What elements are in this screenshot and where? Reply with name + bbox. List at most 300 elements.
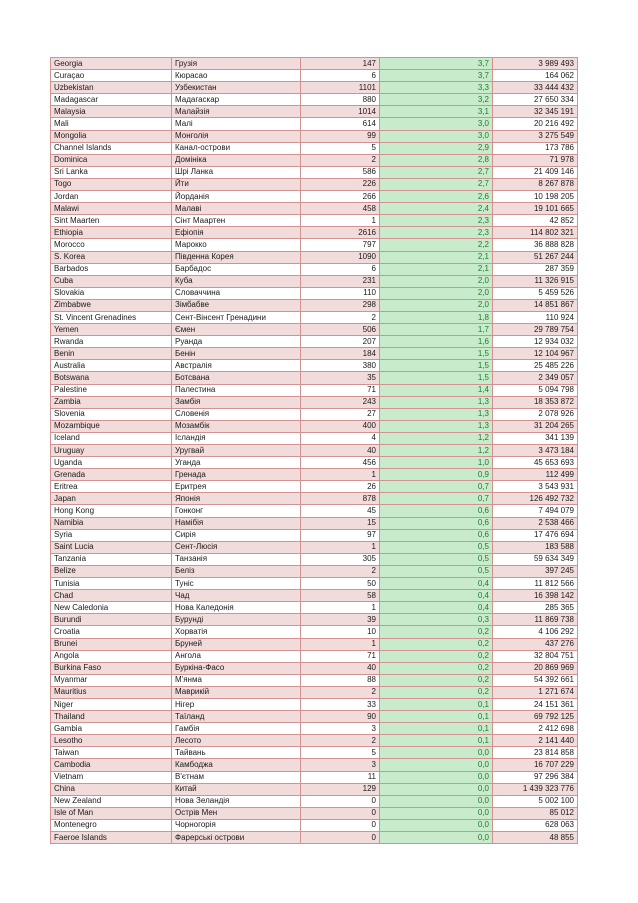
- count-cell: 0: [301, 796, 380, 808]
- count-cell: 0: [301, 808, 380, 820]
- count-cell: 2: [301, 155, 380, 167]
- country-name-uk-cell: Палестина: [172, 385, 301, 397]
- table-row: [51, 723, 578, 735]
- count-cell: 614: [301, 118, 380, 130]
- population-cell: 173 786: [493, 143, 578, 155]
- count-cell: 58: [301, 590, 380, 602]
- population-cell: 21 409 146: [493, 167, 578, 179]
- country-name-en-cell: Australia: [51, 360, 172, 372]
- table-row: [51, 820, 578, 832]
- country-name-en-cell: Malawi: [51, 203, 172, 215]
- population-cell: 126 492 732: [493, 493, 578, 505]
- country-name-uk-cell: Словаччина: [172, 288, 301, 300]
- growth-rate-cell: 2,6: [380, 191, 493, 203]
- country-name-en-cell: Palestine: [51, 385, 172, 397]
- growth-rate-cell: 1,6: [380, 336, 493, 348]
- population-cell: 27 650 334: [493, 94, 578, 106]
- country-name-en-cell: S. Korea: [51, 252, 172, 264]
- country-name-en-cell: Slovenia: [51, 409, 172, 421]
- population-cell: 2 349 057: [493, 372, 578, 384]
- count-cell: 456: [301, 457, 380, 469]
- count-cell: 400: [301, 421, 380, 433]
- country-name-en-cell: Gambia: [51, 723, 172, 735]
- country-name-en-cell: Montenegro: [51, 820, 172, 832]
- population-cell: 2 538 466: [493, 518, 578, 530]
- population-cell: 8 267 878: [493, 179, 578, 191]
- country-name-uk-cell: Грузія: [172, 58, 301, 70]
- country-name-en-cell: Jordan: [51, 191, 172, 203]
- table-row: [51, 118, 578, 130]
- country-name-uk-cell: Хорватія: [172, 626, 301, 638]
- country-name-uk-cell: Малайзія: [172, 106, 301, 118]
- country-name-en-cell: St. Vincent Grenadines: [51, 312, 172, 324]
- country-name-uk-cell: Сент-Люсія: [172, 542, 301, 554]
- population-cell: 3 473 184: [493, 445, 578, 457]
- growth-rate-cell: 0,0: [380, 747, 493, 759]
- country-name-en-cell: Grenada: [51, 469, 172, 481]
- count-cell: 1: [301, 639, 380, 651]
- country-name-en-cell: Malaysia: [51, 106, 172, 118]
- population-cell: 3 989 493: [493, 58, 578, 70]
- growth-rate-cell: 0,1: [380, 699, 493, 711]
- growth-rate-cell: 0,2: [380, 687, 493, 699]
- country-name-en-cell: Mongolia: [51, 131, 172, 143]
- table-row: [51, 421, 578, 433]
- count-cell: 2616: [301, 227, 380, 239]
- growth-rate-cell: 1,3: [380, 397, 493, 409]
- count-cell: 207: [301, 336, 380, 348]
- growth-rate-cell: 2,0: [380, 276, 493, 288]
- growth-rate-cell: 3,7: [380, 58, 493, 70]
- population-cell: 114 802 321: [493, 227, 578, 239]
- table-row: [51, 106, 578, 118]
- population-cell: 2 141 440: [493, 735, 578, 747]
- country-name-en-cell: Barbados: [51, 264, 172, 276]
- table-row: [51, 264, 578, 276]
- population-cell: 32 345 191: [493, 106, 578, 118]
- country-name-en-cell: Saint Lucia: [51, 542, 172, 554]
- count-cell: 305: [301, 554, 380, 566]
- table-row: [51, 590, 578, 602]
- population-cell: 71 978: [493, 155, 578, 167]
- count-cell: 380: [301, 360, 380, 372]
- table-row: [51, 167, 578, 179]
- growth-rate-cell: 0,6: [380, 518, 493, 530]
- count-cell: 15: [301, 518, 380, 530]
- count-cell: 2: [301, 735, 380, 747]
- table-row: [51, 687, 578, 699]
- population-cell: 12 934 032: [493, 336, 578, 348]
- country-name-uk-cell: Малаві: [172, 203, 301, 215]
- country-name-en-cell: Slovakia: [51, 288, 172, 300]
- table-row: [51, 602, 578, 614]
- country-name-en-cell: Faeroe Islands: [51, 832, 172, 844]
- country-name-en-cell: Isle of Man: [51, 808, 172, 820]
- table-row: [51, 191, 578, 203]
- country-name-uk-cell: Бенін: [172, 348, 301, 360]
- count-cell: 147: [301, 58, 380, 70]
- table-row: [51, 385, 578, 397]
- table-row: [51, 360, 578, 372]
- table-row: [51, 493, 578, 505]
- count-cell: 11: [301, 772, 380, 784]
- population-cell: 1 439 323 776: [493, 784, 578, 796]
- country-name-en-cell: Zambia: [51, 397, 172, 409]
- country-name-uk-cell: Шрі Ланка: [172, 167, 301, 179]
- growth-rate-cell: 2,7: [380, 167, 493, 179]
- count-cell: 1101: [301, 82, 380, 94]
- population-cell: 20 869 969: [493, 663, 578, 675]
- country-name-en-cell: Iceland: [51, 433, 172, 445]
- growth-rate-cell: 1,0: [380, 457, 493, 469]
- growth-rate-cell: 0,7: [380, 481, 493, 493]
- country-name-en-cell: Sri Lanka: [51, 167, 172, 179]
- growth-rate-cell: 1,8: [380, 312, 493, 324]
- table-row: [51, 784, 578, 796]
- country-name-uk-cell: Тайвань: [172, 747, 301, 759]
- growth-rate-cell: 0,0: [380, 772, 493, 784]
- count-cell: 110: [301, 288, 380, 300]
- population-cell: 20 216 492: [493, 118, 578, 130]
- country-name-en-cell: Botswana: [51, 372, 172, 384]
- country-name-uk-cell: Нігер: [172, 699, 301, 711]
- country-name-en-cell: Croatia: [51, 626, 172, 638]
- country-name-uk-cell: Йти: [172, 179, 301, 191]
- population-cell: 18 353 872: [493, 397, 578, 409]
- population-cell: 4 106 292: [493, 626, 578, 638]
- table-row: [51, 179, 578, 191]
- growth-rate-cell: 2,9: [380, 143, 493, 155]
- table-row: [51, 735, 578, 747]
- table-row: [51, 481, 578, 493]
- count-cell: 97: [301, 530, 380, 542]
- count-cell: 1: [301, 469, 380, 481]
- table-row: [51, 70, 578, 82]
- count-cell: 1: [301, 215, 380, 227]
- population-cell: 33 444 432: [493, 82, 578, 94]
- count-cell: 5: [301, 747, 380, 759]
- country-name-uk-cell: Китай: [172, 784, 301, 796]
- country-name-en-cell: Sint Maarten: [51, 215, 172, 227]
- growth-rate-cell: 0,0: [380, 796, 493, 808]
- count-cell: 26: [301, 481, 380, 493]
- population-cell: 31 204 265: [493, 421, 578, 433]
- growth-rate-cell: 0,5: [380, 566, 493, 578]
- population-cell: 3 543 931: [493, 481, 578, 493]
- growth-rate-cell: 1,5: [380, 360, 493, 372]
- country-name-en-cell: Madagascar: [51, 94, 172, 106]
- country-name-en-cell: Namibia: [51, 518, 172, 530]
- country-name-uk-cell: Монголія: [172, 131, 301, 143]
- growth-rate-cell: 0,1: [380, 711, 493, 723]
- country-name-uk-cell: Мадагаскар: [172, 94, 301, 106]
- country-name-uk-cell: Камбоджа: [172, 759, 301, 771]
- table-row: [51, 542, 578, 554]
- country-name-en-cell: Brunei: [51, 639, 172, 651]
- table-row: [51, 651, 578, 663]
- population-cell: 16 398 142: [493, 590, 578, 602]
- population-cell: 45 653 693: [493, 457, 578, 469]
- table-row: [51, 336, 578, 348]
- table-row: [51, 566, 578, 578]
- count-cell: 586: [301, 167, 380, 179]
- table-row: [51, 445, 578, 457]
- growth-rate-cell: 2,3: [380, 215, 493, 227]
- count-cell: 2: [301, 687, 380, 699]
- population-cell: 36 888 828: [493, 239, 578, 251]
- growth-rate-cell: 1,5: [380, 372, 493, 384]
- count-cell: 231: [301, 276, 380, 288]
- population-cell: 16 707 229: [493, 759, 578, 771]
- table-row: [51, 203, 578, 215]
- table-row: [51, 227, 578, 239]
- country-name-en-cell: Lesotho: [51, 735, 172, 747]
- country-name-en-cell: Chad: [51, 590, 172, 602]
- population-cell: 12 104 967: [493, 348, 578, 360]
- growth-rate-cell: 0,0: [380, 832, 493, 844]
- country-name-uk-cell: Зімбабве: [172, 300, 301, 312]
- count-cell: 6: [301, 264, 380, 276]
- growth-rate-cell: 0,1: [380, 735, 493, 747]
- table-row: [51, 808, 578, 820]
- country-name-en-cell: Mauritius: [51, 687, 172, 699]
- growth-rate-cell: 3,1: [380, 106, 493, 118]
- country-name-uk-cell: Узбекистан: [172, 82, 301, 94]
- count-cell: 2: [301, 566, 380, 578]
- country-name-uk-cell: Танзанія: [172, 554, 301, 566]
- population-cell: 5 459 526: [493, 288, 578, 300]
- population-cell: 5 002 100: [493, 796, 578, 808]
- growth-rate-cell: 3,3: [380, 82, 493, 94]
- country-name-uk-cell: Домініка: [172, 155, 301, 167]
- country-name-uk-cell: Чорногорія: [172, 820, 301, 832]
- growth-rate-cell: 0,4: [380, 578, 493, 590]
- population-cell: 285 365: [493, 602, 578, 614]
- table-row: [51, 711, 578, 723]
- growth-rate-cell: 3,2: [380, 94, 493, 106]
- growth-rate-cell: 1,2: [380, 445, 493, 457]
- count-cell: 40: [301, 445, 380, 457]
- growth-rate-cell: 2,8: [380, 155, 493, 167]
- country-name-uk-cell: Австралія: [172, 360, 301, 372]
- country-name-uk-cell: Гамбія: [172, 723, 301, 735]
- growth-rate-cell: 1,5: [380, 348, 493, 360]
- country-name-uk-cell: Маврикій: [172, 687, 301, 699]
- growth-rate-cell: 0,6: [380, 530, 493, 542]
- country-name-en-cell: Dominica: [51, 155, 172, 167]
- country-population-table: [50, 57, 578, 844]
- population-cell: 19 101 665: [493, 203, 578, 215]
- population-cell: 11 869 738: [493, 614, 578, 626]
- table-row: [51, 288, 578, 300]
- table-row: [51, 469, 578, 481]
- count-cell: 1014: [301, 106, 380, 118]
- count-cell: 6: [301, 70, 380, 82]
- population-cell: 14 851 867: [493, 300, 578, 312]
- country-name-uk-cell: Південна Корея: [172, 252, 301, 264]
- table-row: [51, 397, 578, 409]
- count-cell: 4: [301, 433, 380, 445]
- table-row: [51, 312, 578, 324]
- table-row: [51, 300, 578, 312]
- country-name-uk-cell: Ботсвана: [172, 372, 301, 384]
- count-cell: 298: [301, 300, 380, 312]
- country-name-uk-cell: Мозамбік: [172, 421, 301, 433]
- country-name-uk-cell: Туніс: [172, 578, 301, 590]
- population-cell: 69 792 125: [493, 711, 578, 723]
- country-name-en-cell: Tanzania: [51, 554, 172, 566]
- count-cell: 3: [301, 723, 380, 735]
- table-row: [51, 614, 578, 626]
- country-name-uk-cell: Лесото: [172, 735, 301, 747]
- count-cell: 458: [301, 203, 380, 215]
- country-name-uk-cell: Нова Зеландія: [172, 796, 301, 808]
- count-cell: 45: [301, 505, 380, 517]
- table-row: [51, 143, 578, 155]
- country-name-uk-cell: Японія: [172, 493, 301, 505]
- growth-rate-cell: 1,3: [380, 409, 493, 421]
- count-cell: 3: [301, 759, 380, 771]
- growth-rate-cell: 0,3: [380, 614, 493, 626]
- count-cell: 5: [301, 143, 380, 155]
- table-row: [51, 747, 578, 759]
- population-cell: 7 494 079: [493, 505, 578, 517]
- growth-rate-cell: 0,2: [380, 651, 493, 663]
- country-name-en-cell: Niger: [51, 699, 172, 711]
- country-name-uk-cell: Таїланд: [172, 711, 301, 723]
- table-row: [51, 759, 578, 771]
- country-name-en-cell: Taiwan: [51, 747, 172, 759]
- country-name-uk-cell: Ісландія: [172, 433, 301, 445]
- table-row: [51, 276, 578, 288]
- growth-rate-cell: 2,7: [380, 179, 493, 191]
- table-row: [51, 772, 578, 784]
- count-cell: 35: [301, 372, 380, 384]
- country-name-en-cell: Thailand: [51, 711, 172, 723]
- growth-rate-cell: 2,1: [380, 252, 493, 264]
- population-cell: 5 094 798: [493, 385, 578, 397]
- table-row: [51, 832, 578, 844]
- count-cell: 27: [301, 409, 380, 421]
- count-cell: 0: [301, 832, 380, 844]
- table-row: [51, 215, 578, 227]
- country-name-uk-cell: Чад: [172, 590, 301, 602]
- count-cell: 50: [301, 578, 380, 590]
- country-name-uk-cell: Ефіопія: [172, 227, 301, 239]
- count-cell: 99: [301, 131, 380, 143]
- country-name-uk-cell: Ємен: [172, 324, 301, 336]
- growth-rate-cell: 1,3: [380, 421, 493, 433]
- country-name-en-cell: New Zealand: [51, 796, 172, 808]
- growth-rate-cell: 2,1: [380, 264, 493, 276]
- country-name-en-cell: Angola: [51, 651, 172, 663]
- country-name-uk-cell: Словенія: [172, 409, 301, 421]
- table-row: [51, 155, 578, 167]
- count-cell: 88: [301, 675, 380, 687]
- population-cell: 32 804 751: [493, 651, 578, 663]
- country-name-en-cell: Uzbekistan: [51, 82, 172, 94]
- population-cell: 97 296 384: [493, 772, 578, 784]
- country-name-uk-cell: Ангола: [172, 651, 301, 663]
- country-name-en-cell: Rwanda: [51, 336, 172, 348]
- growth-rate-cell: 0,4: [380, 590, 493, 602]
- population-cell: 29 789 754: [493, 324, 578, 336]
- country-name-uk-cell: Йорданія: [172, 191, 301, 203]
- growth-rate-cell: 2,4: [380, 203, 493, 215]
- growth-rate-cell: 0,6: [380, 505, 493, 517]
- country-name-en-cell: New Caledonia: [51, 602, 172, 614]
- country-name-uk-cell: Барбадос: [172, 264, 301, 276]
- growth-rate-cell: 0,0: [380, 784, 493, 796]
- growth-rate-cell: 0,0: [380, 808, 493, 820]
- growth-rate-cell: 0,5: [380, 542, 493, 554]
- table-row: [51, 58, 578, 70]
- count-cell: 266: [301, 191, 380, 203]
- country-name-uk-cell: Еритрея: [172, 481, 301, 493]
- country-name-en-cell: Zimbabwe: [51, 300, 172, 312]
- country-name-uk-cell: Нова Каледонія: [172, 602, 301, 614]
- population-cell: 112 499: [493, 469, 578, 481]
- country-name-uk-cell: Намібія: [172, 518, 301, 530]
- count-cell: 243: [301, 397, 380, 409]
- growth-rate-cell: 0,0: [380, 759, 493, 771]
- country-name-en-cell: Myanmar: [51, 675, 172, 687]
- country-name-uk-cell: Куба: [172, 276, 301, 288]
- population-cell: 51 267 244: [493, 252, 578, 264]
- table-row: [51, 796, 578, 808]
- population-cell: 3 275 549: [493, 131, 578, 143]
- growth-rate-cell: 2,0: [380, 300, 493, 312]
- country-name-uk-cell: Малі: [172, 118, 301, 130]
- country-name-en-cell: Belize: [51, 566, 172, 578]
- count-cell: 878: [301, 493, 380, 505]
- country-name-uk-cell: Сент-Вінсент Гренадини: [172, 312, 301, 324]
- count-cell: 33: [301, 699, 380, 711]
- country-name-uk-cell: Буркіна-Фасо: [172, 663, 301, 675]
- table-row: [51, 578, 578, 590]
- country-name-en-cell: Cuba: [51, 276, 172, 288]
- population-cell: 10 198 205: [493, 191, 578, 203]
- table-row: [51, 663, 578, 675]
- country-name-uk-cell: Острів Мен: [172, 808, 301, 820]
- country-name-en-cell: Benin: [51, 348, 172, 360]
- growth-rate-cell: 2,2: [380, 239, 493, 251]
- table-row: [51, 372, 578, 384]
- population-cell: 23 814 858: [493, 747, 578, 759]
- count-cell: 797: [301, 239, 380, 251]
- count-cell: 90: [301, 711, 380, 723]
- growth-rate-cell: 0,5: [380, 554, 493, 566]
- count-cell: 40: [301, 663, 380, 675]
- population-cell: 85 012: [493, 808, 578, 820]
- country-name-en-cell: Morocco: [51, 239, 172, 251]
- population-cell: 17 476 694: [493, 530, 578, 542]
- count-cell: 71: [301, 651, 380, 663]
- table-row: [51, 239, 578, 251]
- count-cell: 226: [301, 179, 380, 191]
- count-cell: 10: [301, 626, 380, 638]
- growth-rate-cell: 0,2: [380, 663, 493, 675]
- growth-rate-cell: 2,3: [380, 227, 493, 239]
- country-name-en-cell: Yemen: [51, 324, 172, 336]
- country-name-uk-cell: В'єтнам: [172, 772, 301, 784]
- country-name-en-cell: Burundi: [51, 614, 172, 626]
- count-cell: 1: [301, 602, 380, 614]
- country-name-en-cell: Japan: [51, 493, 172, 505]
- country-name-en-cell: Georgia: [51, 58, 172, 70]
- table-row: [51, 457, 578, 469]
- population-cell: 397 245: [493, 566, 578, 578]
